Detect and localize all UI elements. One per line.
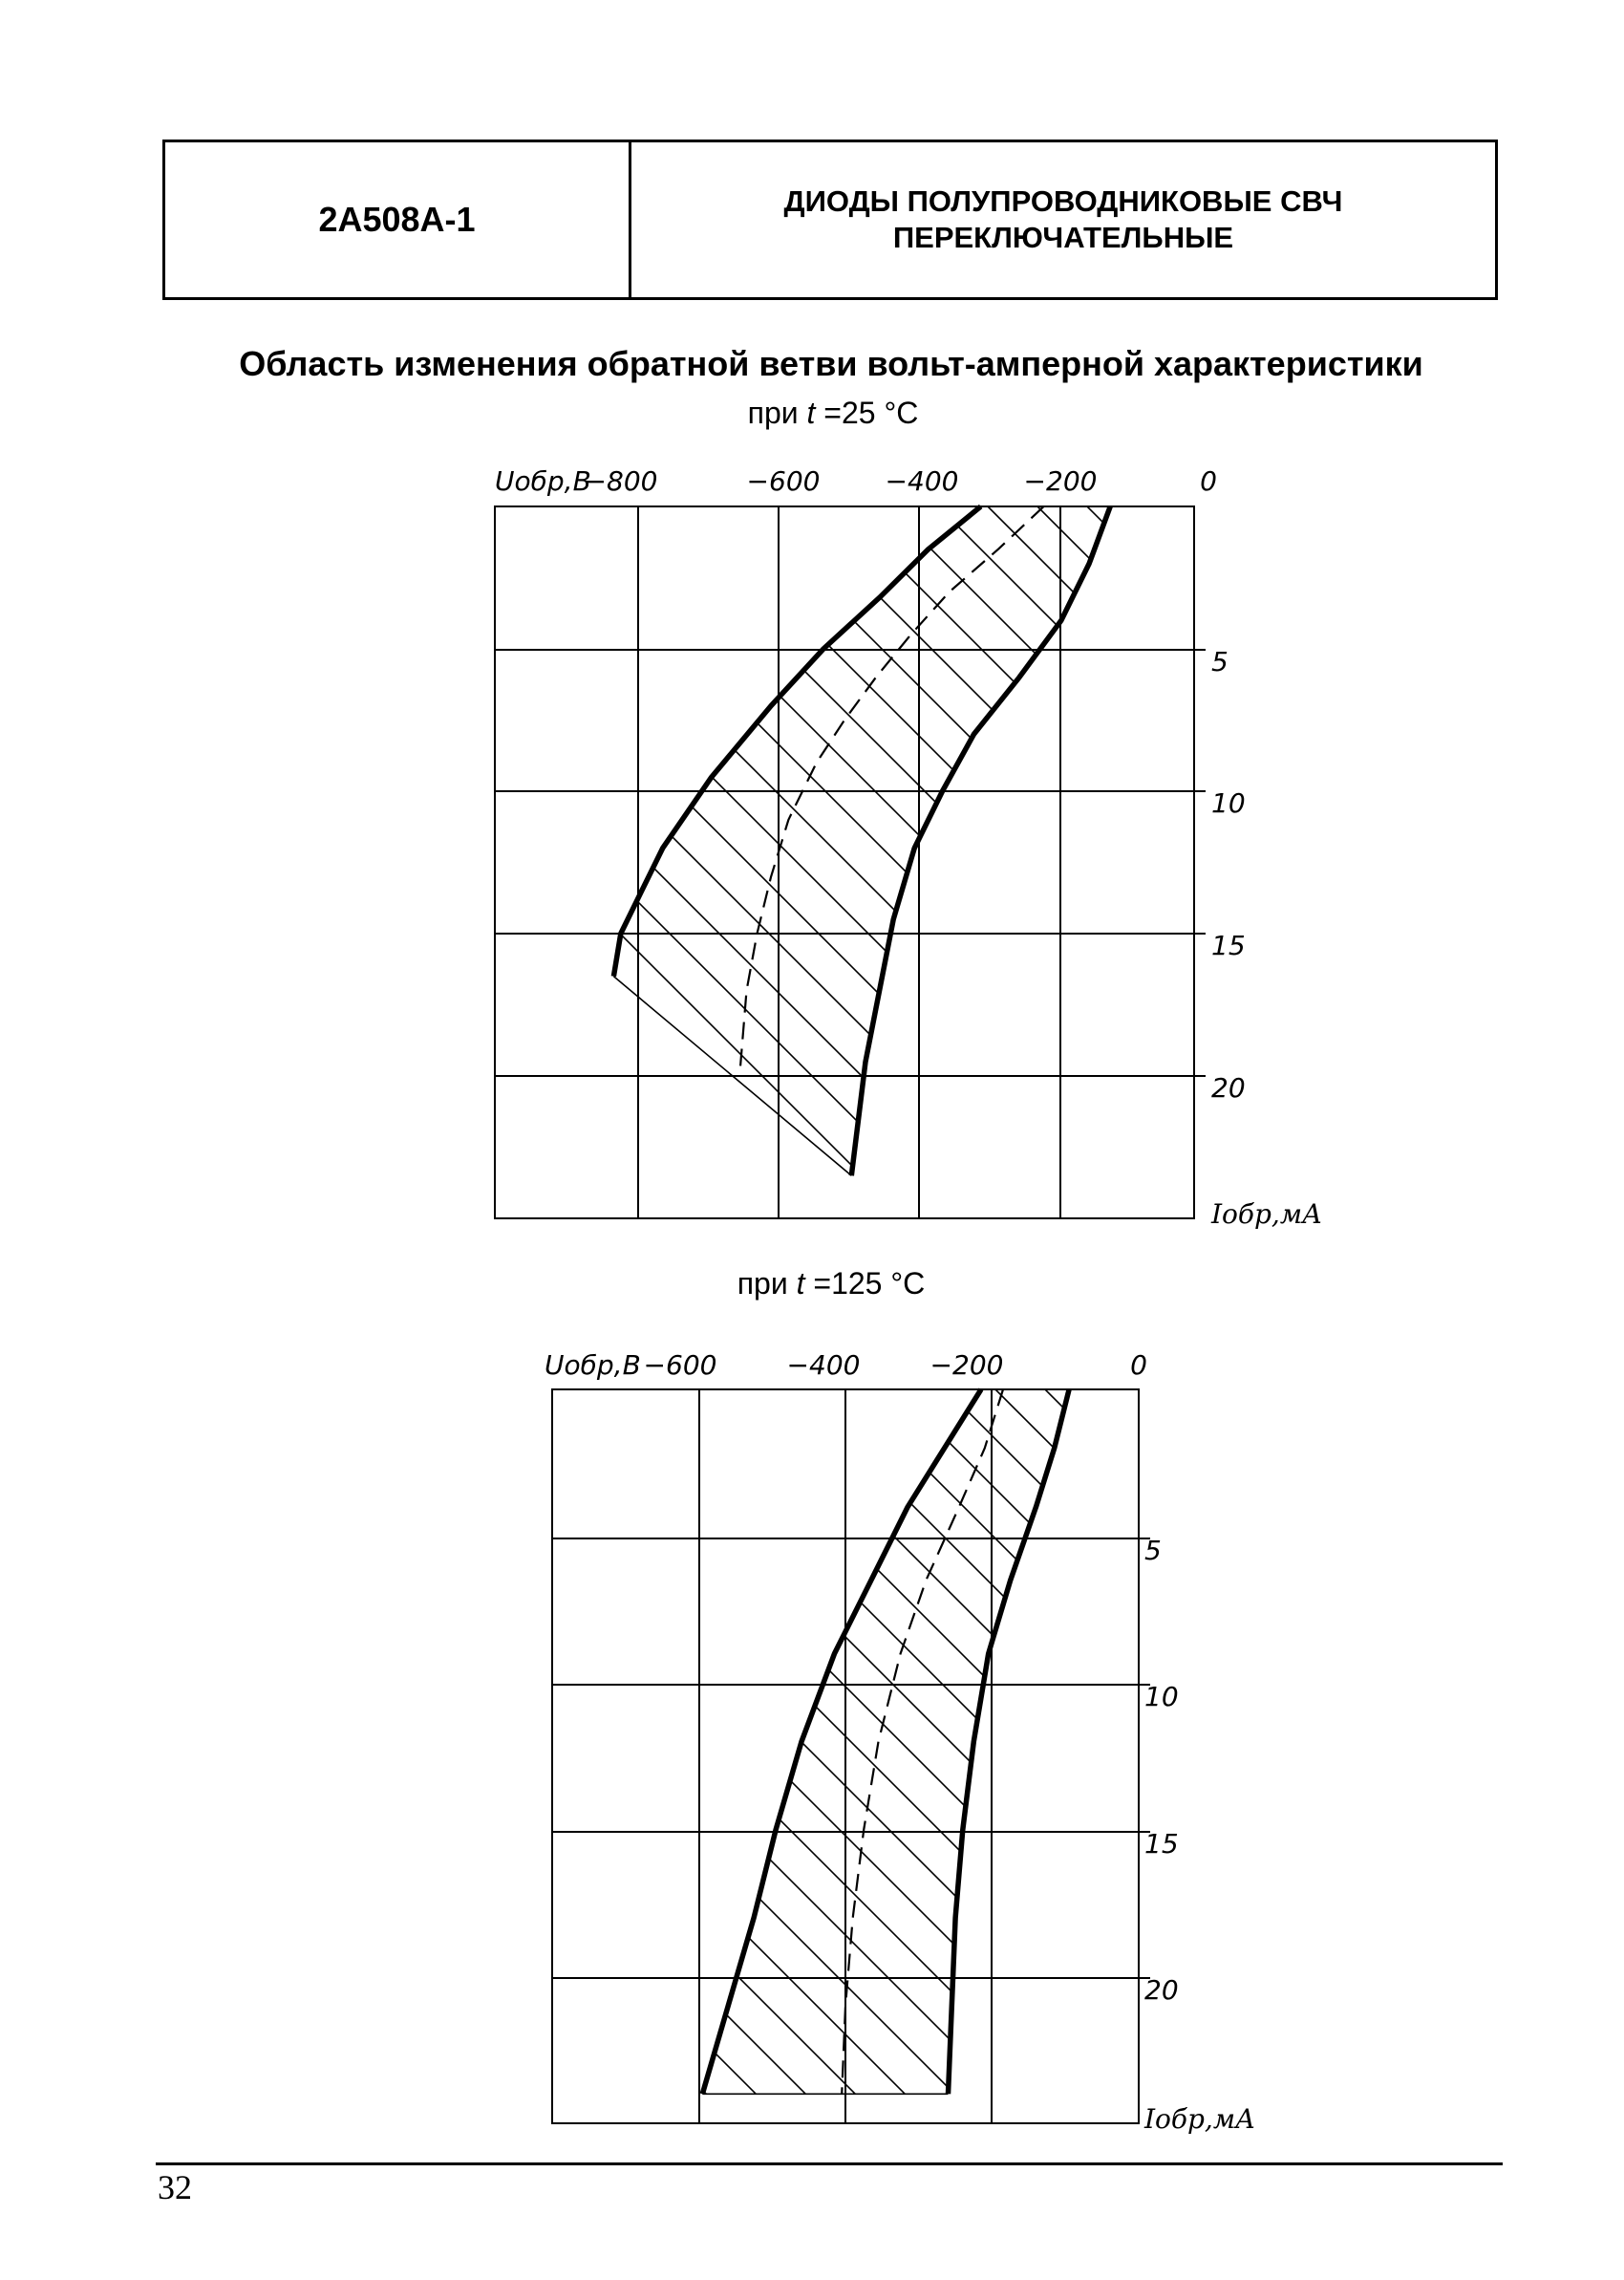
footer-divider	[156, 2162, 1503, 2165]
y-tick-label: 5	[1144, 1535, 1162, 1566]
x-tick-label: −400	[786, 1349, 861, 1381]
y-axis-label: Iобр,мА	[1211, 1198, 1323, 1230]
hatch-region	[0, 1389, 1624, 2198]
device-title-line1: ДИОДЫ ПОЛУПРОВОДНИКОВЫЕ СВЧ	[783, 184, 1343, 218]
y-tick-label: 10	[1144, 1681, 1179, 1712]
boundary-curve	[949, 1389, 1070, 2094]
x-tick-label: −600	[746, 465, 821, 497]
device-title-line2: ПЕРЕКЛЮЧАТЕЛЬНЫЕ	[892, 221, 1234, 254]
condition-2: при t =125 °C	[737, 1266, 926, 1301]
x-tick-label: −200	[930, 1349, 1004, 1381]
page-number: 32	[158, 2168, 192, 2206]
x-tick-label: 0	[1200, 465, 1217, 497]
y-tick-label: 20	[1144, 1974, 1179, 2006]
x-tick-label: −600	[643, 1349, 717, 1381]
x-tick-label: −400	[885, 465, 959, 497]
x-axis-label: Uобр,В	[545, 1349, 641, 1381]
x-tick-label: −200	[1023, 465, 1098, 497]
y-tick-label: 20	[1211, 1072, 1246, 1104]
typical-curve	[842, 1389, 1003, 2094]
x-tick-label: −800	[584, 465, 658, 497]
x-tick-label: 0	[1130, 1349, 1147, 1381]
y-tick-label: 15	[1144, 1828, 1179, 1860]
device-code: 2А508А-1	[165, 142, 631, 297]
y-tick-label: 10	[1211, 787, 1246, 819]
y-tick-label: 5	[1211, 646, 1229, 678]
y-axis-label: Iобр,мА	[1144, 2103, 1256, 2135]
condition-1: при t =25 °C	[747, 396, 919, 430]
boundary-curve	[702, 1389, 981, 2094]
page-title: Область изменения обратной ветви вольт-амперной характеристики	[239, 344, 1423, 383]
y-tick-label: 15	[1211, 930, 1246, 961]
x-axis-label: Uобр,В	[495, 465, 591, 497]
